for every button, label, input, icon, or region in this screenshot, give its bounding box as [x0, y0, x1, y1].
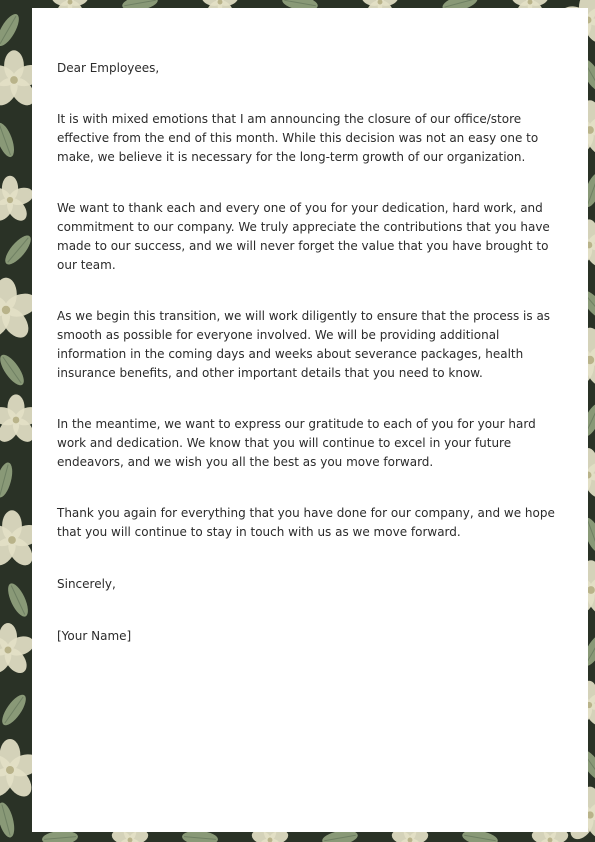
- letter-salutation: Dear Employees,: [57, 61, 160, 75]
- letter-signature: [Your Name]: [57, 629, 132, 643]
- letter-paragraph-5: Thank you again for everything that you have done for our company, and we hope that you will continue to stay in touch with us as we move forward.: [57, 506, 555, 539]
- letter-page: [32, 8, 588, 832]
- letter-paragraph-1: It is with mixed emotions that I am announcing the closure of our office/store effective from the end of this month. While this decision was not an easy one to make, we believe it is necessary for the long-term growth of our organization.: [57, 112, 539, 164]
- letter-closing: Sincerely,: [57, 577, 116, 591]
- letter-paragraph-2: We want to thank each and every one of you for your dedication, hard work, and commitment to our company. We truly appreciate the contributions that you have made to our success, and we will never forget the value that you have brought to our team.: [57, 201, 550, 272]
- letter-paragraph-4: In the meantime, we want to express our gratitude to each of you for your hard work and dedication. We know that you will continue to excel in your future endeavors, and we wish you all the best as you move forward.: [57, 417, 536, 469]
- letter-paragraph-3: As we begin this transition, we will work diligently to ensure that the process is as smooth as possible for everyone involved. We will be providing additional information in the coming days and weeks about severance packages, health insurance benefits, and other important details that you need to know.: [57, 309, 551, 380]
